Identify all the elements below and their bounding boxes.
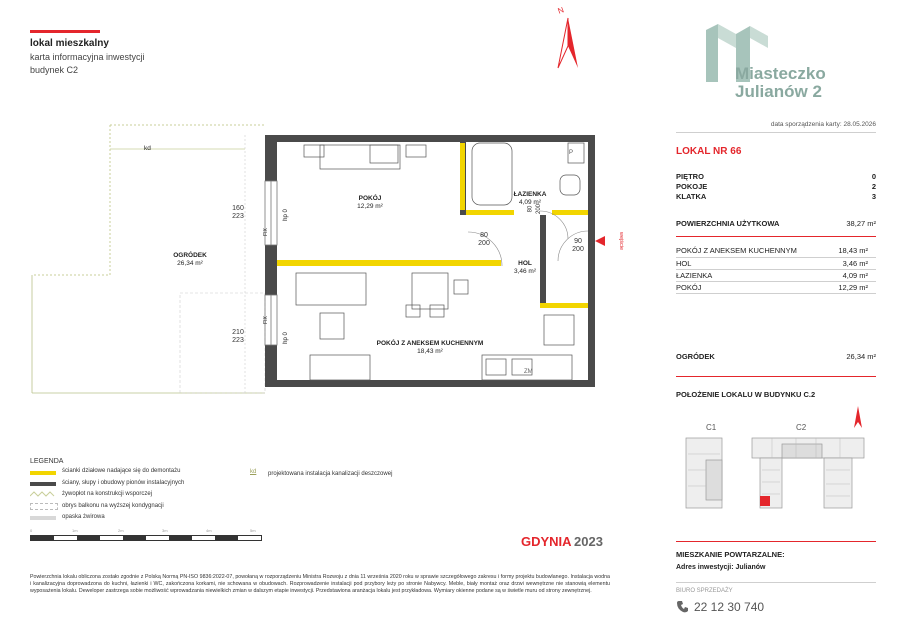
area-value: 38,27 m² xyxy=(846,219,876,228)
logo-text-line2: Julianów 2 xyxy=(735,82,822,101)
legend-item-1: ściany, słupy i obudowy pionów instalacyjnych xyxy=(62,480,185,486)
scale-5: 5m xyxy=(250,528,256,533)
dim-window2-width: 210 xyxy=(232,329,244,336)
scale-1: 1m xyxy=(72,528,78,533)
room-ogrodek-area: 26,34 m² xyxy=(177,260,203,267)
legend-swatch-demolish xyxy=(30,471,56,475)
entrance-label: wejście xyxy=(618,231,625,251)
dim-window1-height: 223 xyxy=(232,213,244,220)
legend-item-2: żywopłot na konstrukcji wsporczej xyxy=(62,491,153,497)
dim-door-hol-height: 200 xyxy=(478,240,490,247)
legend-kd-item: projektowana instalacja kanalizacji deszczowej xyxy=(268,471,393,477)
zm-label: ZM xyxy=(524,369,533,375)
legend-swatch-hedge xyxy=(30,490,56,498)
hp-label-1: hp 0 xyxy=(282,209,289,221)
investment-address: Adres inwestycji: Julianów xyxy=(676,564,766,571)
unit-title: LOKAL NR 66 xyxy=(676,146,742,157)
dim-door-hol-width: 80 xyxy=(480,232,488,239)
room-ogrodek-name: OGRÓDEK xyxy=(173,252,207,259)
legend-swatch-walls xyxy=(30,482,56,486)
scale-0: 0 xyxy=(30,528,33,533)
room-label-3: POKÓJ xyxy=(676,283,702,292)
phone-number[interactable]: 22 12 30 740 xyxy=(694,600,765,614)
legend-kd-label: kd xyxy=(250,469,257,475)
staircase-value: 3 xyxy=(871,192,876,201)
room-lazienka-area: 4,09 m² xyxy=(518,199,542,206)
date-label: data sporządzenia karty: 28.05.2026 xyxy=(770,121,876,128)
area-label: POWIERZCHNIA UŻYTKOWA xyxy=(676,219,780,228)
room-pokoj-name: POKÓJ xyxy=(358,195,382,202)
phone-icon xyxy=(676,600,688,614)
dim-door-bath-width: 80 xyxy=(527,205,534,213)
north-label: N xyxy=(556,5,566,16)
dim-window1-width: 160 xyxy=(232,205,244,212)
room-hol-name: HOL xyxy=(518,260,532,267)
fix-label-1: FIX xyxy=(262,228,269,236)
rooms-value: 2 xyxy=(871,182,876,191)
fix-label-2: FIX xyxy=(262,316,269,324)
room-hol-area: 3,46 m² xyxy=(513,268,537,275)
city-name: GDYNIA xyxy=(521,534,572,549)
location-title: POŁOŻENIE LOKALU W BUDYNKU C.2 xyxy=(676,390,816,399)
scale-4: 4m xyxy=(206,528,212,533)
legend-title: LEGENDA xyxy=(30,458,64,465)
p-label: P xyxy=(569,150,574,156)
building-label-c2: C2 xyxy=(796,423,807,432)
legend-item-0: ścianki działowe nadające się do demontażu xyxy=(62,468,181,474)
city-year: 2023 xyxy=(574,534,603,549)
floor-label: PIĘTRO xyxy=(676,172,704,181)
dim-door-entry-width: 90 xyxy=(574,238,582,245)
room-value-0: 18,43 m² xyxy=(838,246,868,255)
building-label-c1: C1 xyxy=(706,423,717,432)
repeatable-title: MIESZKANIE POWTARZALNE: xyxy=(676,550,785,559)
dim-window2-height: 223 xyxy=(232,337,244,344)
rooms-label: POKOJE xyxy=(676,182,708,191)
room-label-2: ŁAZIENKA xyxy=(676,271,713,280)
legend-swatch-balcony xyxy=(30,503,58,510)
garden-label: OGRÓDEK xyxy=(676,352,715,361)
room-label-1: HOL xyxy=(676,259,692,268)
dim-door-bath-height: 200 xyxy=(536,203,543,215)
floor-value: 0 xyxy=(871,172,876,181)
north-arrow-icon xyxy=(548,6,588,72)
room-value-2: 4,09 m² xyxy=(842,271,868,280)
header-building: budynek C2 xyxy=(30,65,79,75)
room-label-0: POKÓJ Z ANEKSEM KUCHENNYM xyxy=(676,246,797,255)
header-title: lokal mieszkalny xyxy=(30,38,109,49)
room-value-3: 12,29 m² xyxy=(838,283,868,292)
scale-3: 3m xyxy=(162,528,168,533)
staircase-label: KLATKA xyxy=(676,192,707,201)
disclaimer-text: Powierzchnia lokalu obliczona zostało zgodnie z Polską Normą PN-ISO 9836:2022-07, powołaną w rozporządzeniu Ministra Rozwoju z dnia 11 września 2020 roku w sprawie szczegółowego zakresu i formy projektu budowlanego. Instalacja wodna i kanalizacyjna doprowadzona do kuchni, łazienki i WC, zakończona korkami, nie schowana w obudowach. Rozprowadzenie instalacji pod przybory leży po stronie Nabywcy. Meble, biały montaż oraz drzwi wewnętrzne nie stanowią elementu wyposażenia lokalu. Deweloper zastrzega sobie możliwość wprowadzania niewielkich zmian w dalszym etapie inwestycji. Przedstawiona aranżacja lokalu jest przykładowa. Wymiary okienne podane są w świetle muru od strony zewnętrznej. xyxy=(30,574,610,594)
dim-door-entry-height: 200 xyxy=(572,246,584,253)
header-subtitle: karta informacyjna inwestycji xyxy=(30,52,145,62)
room-aneks-name: POKÓJ Z ANEKSEM KUCHENNYM xyxy=(376,340,484,347)
sales-office-label: BIURO SPRZEDAŻY xyxy=(676,588,733,594)
drain-label: kd xyxy=(144,145,151,152)
room-aneks-area: 18,43 m² xyxy=(417,348,443,355)
hp-label-2: hp 0 xyxy=(282,332,289,344)
legend-item-3: obrys balkonu na wyższej kondygnacji xyxy=(62,503,164,509)
room-value-1: 3,46 m² xyxy=(842,259,868,268)
scale-2: 2m xyxy=(118,528,124,533)
legend-swatch-gravel xyxy=(30,516,56,520)
garden-value: 26,34 m² xyxy=(846,352,876,361)
header-accent-bar xyxy=(30,30,100,33)
room-lazienka-name: ŁAZIENKA xyxy=(513,191,547,198)
logo-text-line1: Miasteczko xyxy=(735,64,826,83)
building-location-plan xyxy=(676,404,876,524)
legend-item-4: opaska żwirowa xyxy=(62,514,105,520)
room-pokoj-area: 12,29 m² xyxy=(357,203,383,210)
